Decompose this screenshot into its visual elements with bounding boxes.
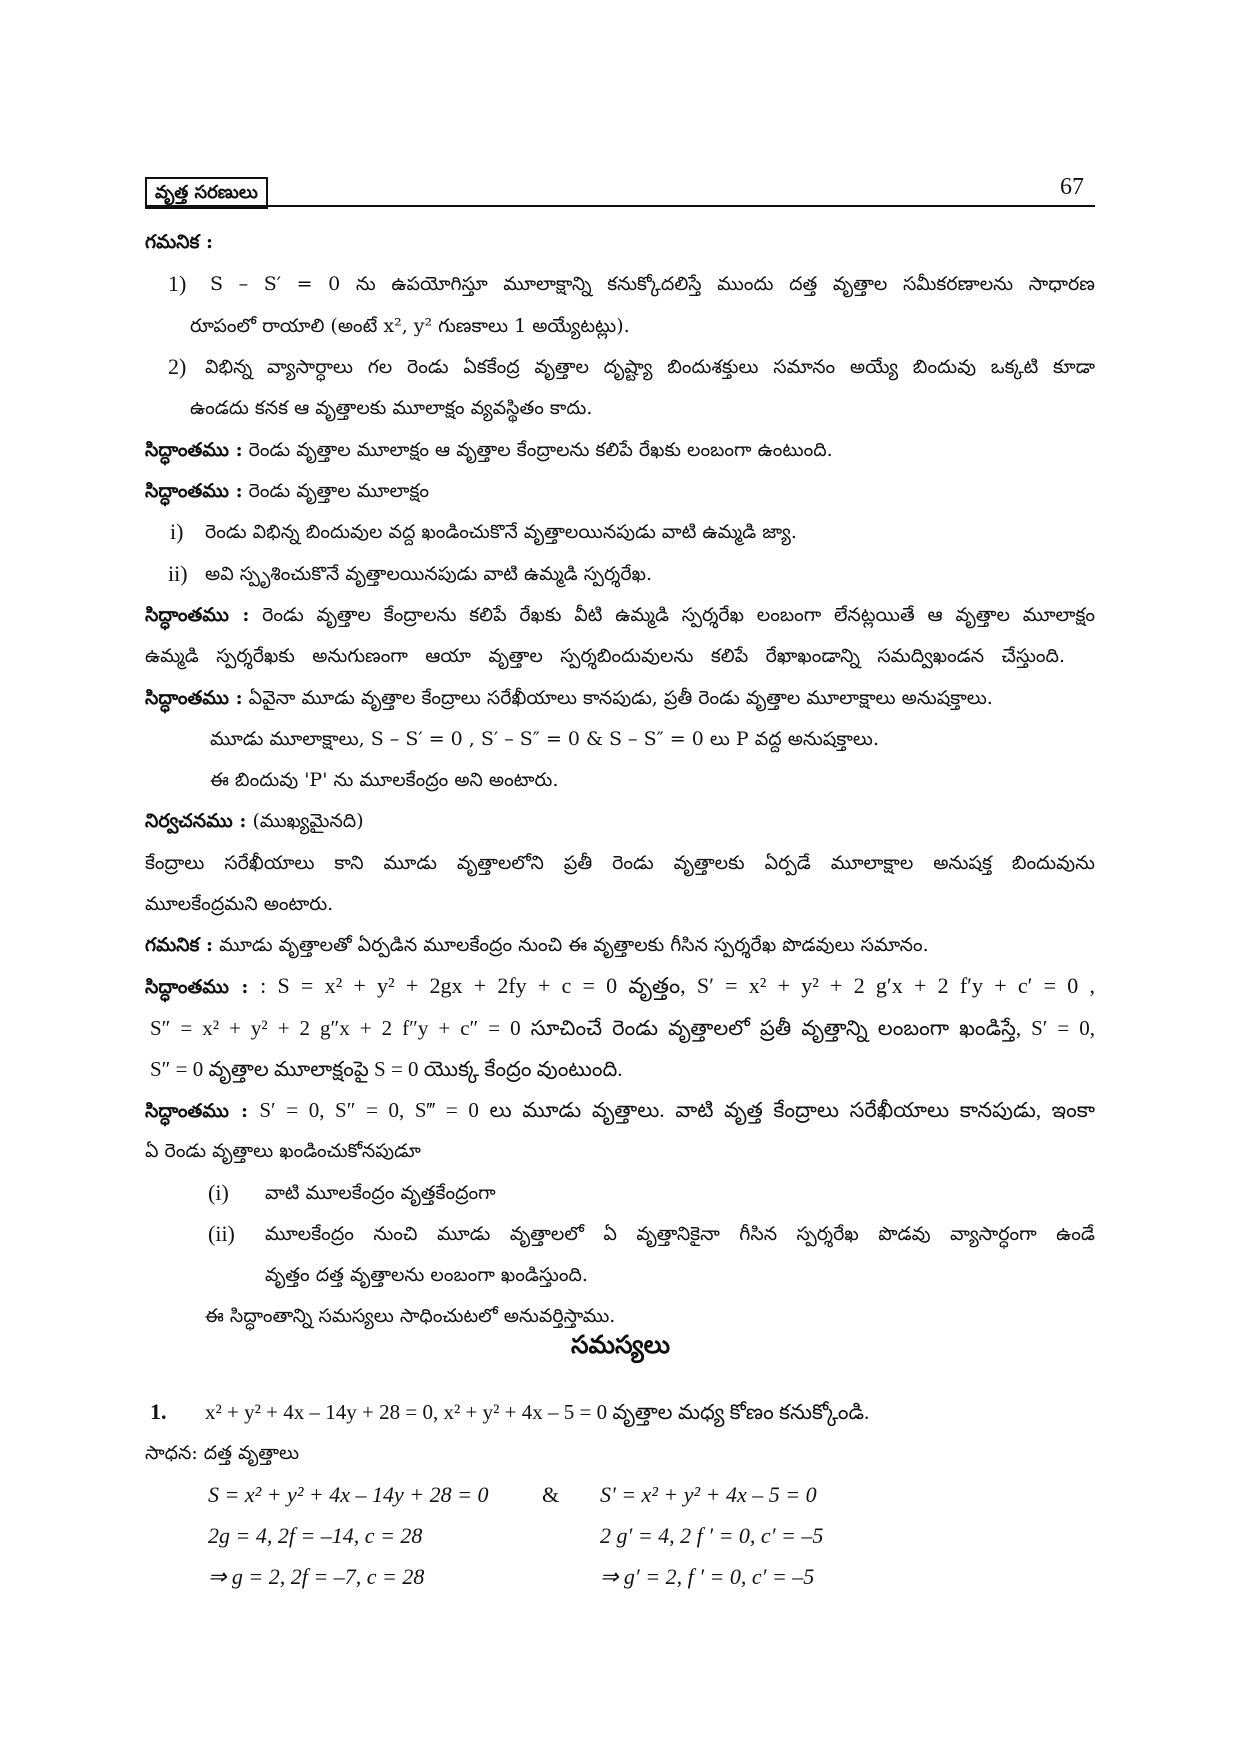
theorem6-line2: ఏ రెండు వృత్తాలు ఖండించుకోనపుడూ	[145, 1140, 421, 1162]
problem1-number: 1.	[150, 1399, 167, 1424]
page-number: 67	[1060, 174, 1084, 200]
theorem5-eq1: : S = x² + y² + 2gx + 2fy + c = 0 వృత్తం, S′ = x² + y² + 2 g′x + 2 f′y + c′ = 0 ,	[260, 973, 1096, 998]
note2-text: మూడు వృత్తాలతో ఏర్పడిన మూలకేంద్రం నుంచి ఈ వృత్తాలకు గీసిన స్పర్శరేఖ పొడవులు సమానం.	[219, 934, 929, 956]
solution-text: దత్త వృత్తాలు	[203, 1442, 300, 1464]
solution-ampersand: &	[542, 1482, 560, 1507]
theorem3-line2: ఉమ్మడి స్పర్శరేఖకు అనుగుణంగా ఆయా వృత్తాల స్పర్శబిందువులను కలిపే రేఖాఖండాన్ని సమద్విఖండన చేస్తుంది.	[145, 645, 1065, 667]
note1-item1-number: 1)	[168, 271, 187, 296]
theorem1-text: రెండు వృత్తాల మూలాక్షం ఆ వృత్తాల కేంద్రాలను కలిపే రేఖకు లంబంగా ఉంటుంది.	[248, 439, 833, 461]
theorem6-label: సిద్ధాంతము :	[145, 1100, 248, 1122]
note1-item1-line1: S – S′ = 0 ను ఉపయోగిస్తూ మూలాక్షాన్ని కనుక్కోదలిస్తే ముందు దత్త వృత్తాల సమీకరణాలను సాధారణ	[210, 273, 1095, 295]
theorem4-line1	[145, 684, 993, 712]
definition-label: నిర్వచనము :	[145, 810, 247, 832]
solution-right-eq3: ⇒ g′ = 2, f ′ = 0, c′ = –5	[600, 1564, 815, 1589]
chapter-header: వృత్త సరణులు	[145, 177, 268, 209]
theorem5-line2: S″ = x² + y² + 2 g″x + 2 f″y + c″ = 0 సూచించే రెండు వృత్తాలలో ప్రతీ వృత్తాన్ని లంబంగా ఖండిస్తే, S′ = 0,	[150, 1016, 1095, 1040]
problems-heading: సమస్యలు	[570, 1330, 671, 1359]
theorem1	[145, 436, 833, 464]
theorem5-line3: S″ = 0 వృత్తాల మూలాక్షంపై S = 0 యొక్క కేంద్రం వుంటుంది.	[150, 1057, 623, 1081]
theorem2-i-text: రెండు విభిన్న బిందువుల వద్ద ఖండించుకొనే వృత్తాలయినపుడు వాటి ఉమ్మడి జ్యా.	[205, 521, 797, 543]
theorem2	[145, 477, 429, 505]
theorem2-i-number: i)	[170, 519, 184, 544]
solution-right-eq1: S' = x² + y² + 4x – 5 = 0	[600, 1482, 817, 1507]
theorem6-i-text: వాటి మూలకేంద్రం వృత్తకేంద్రంగా	[265, 1182, 496, 1204]
problem1-text: x² + y² + 4x – 14y + 28 = 0, x² + y² + 4x – 5 = 0 వృత్తాల మధ్య కోణం కనుక్కోండి.	[205, 1400, 870, 1424]
note1-item1-line2: రూపంలో రాయాలి (అంటే x², y² గుణకాలు 1 అయ్యేటట్లు).	[190, 315, 630, 337]
solution-right-eq2: 2 g′ = 4, 2 f ′ = 0, c′ = –5	[600, 1523, 824, 1548]
theorem6-text: S′ = 0, S″ = 0, S‴ = 0 లు మూడు వృత్తాలు. వాటి వృత్త కేంద్రాలు సరేఖీయాలు కానపుడు, ఇంకా	[259, 1098, 1095, 1122]
solution-left-eq3: ⇒ g = 2, 2f = –7, c = 28	[208, 1564, 425, 1589]
note1-title: గమనిక :	[145, 231, 214, 253]
solution-left-eq2: 2g = 4, 2f = –14, c = 28	[208, 1523, 423, 1548]
note1-item2-line1: విభిన్న వ్యాసార్ధాలు గల రెండు ఏకకేంద్ర వృత్తాల దృష్ట్యా బిందుశక్తులు సమానం అయ్యే బిందువు ఒక్కటి కూడా	[205, 356, 1095, 378]
theorem4-line3: ఈ బిందువు 'P' ను మూలకేంద్రం అని అంటారు.	[210, 769, 559, 791]
note2-label: గమనిక :	[145, 934, 214, 956]
theorem3-text: రెండు వృత్తాల కేంద్రాలను కలిపే రేఖకు వీటి ఉమ్మడి స్పర్శరేఖ లంబంగా లేనట్లయితే ఆ వృత్తాల మూలాక్షం	[262, 604, 1095, 626]
note2	[145, 931, 929, 959]
theorem4-text: ఏవైనా మూడు వృత్తాల కేంద్రాలు సరేఖీయాలు కానపుడు, ప్రతీ రెండు వృత్తాల మూలాక్షాలు అనుషక్తాలు.	[248, 687, 993, 709]
theorem5-label: సిద్ధాంతము :	[145, 976, 249, 998]
theorem6-i-number: (i)	[208, 1180, 229, 1205]
theorem1-label: సిద్ధాంతము :	[145, 439, 243, 461]
theorem4-line2: మూడు మూలాక్షాలు, S – S′ = 0 , S′ – S″ = 0 & S – S″ = 0 లు P వద్ద అనుషక్తాలు.	[210, 728, 879, 750]
solution-label: సాధన:	[145, 1442, 198, 1464]
note1-item2-number: 2)	[168, 354, 187, 379]
definition-heading	[145, 807, 364, 835]
theorem6-ii-line1: మూలకేంద్రం నుంచి మూడు వృత్తాలలో ఏ వృత్తానికైనా గీసిన స్పర్శరేఖ పొడవు వ్యాసార్ధంగా ఉండే	[265, 1223, 1095, 1245]
note1-item2-line2: ఉండదు కనక ఆ వృత్తాలకు మూలాక్షం వ్యవస్థితం కాదు.	[190, 397, 593, 419]
definition-line2: మూలకేంద్రమని అంటారు.	[145, 893, 334, 915]
header-rule	[145, 205, 1095, 207]
theorem2-ii-number: ii)	[168, 561, 188, 586]
theorem6-ii-number: (ii)	[208, 1221, 235, 1246]
theorem3-line1	[145, 601, 1095, 629]
theorem2-text: రెండు వృత్తాల మూలాక్షం	[248, 480, 429, 502]
theorem3-label: సిద్ధాంతము :	[145, 604, 250, 626]
definition-line1: కేంద్రాలు సరేఖీయాలు కాని మూడు వృత్తాలలోని ప్రతీ రెండు వృత్తాలకు ఏర్పడే మూలాక్షాల అనుషక్త బిందువును	[145, 852, 1095, 874]
theorem2-label: సిద్ధాంతము :	[145, 480, 243, 502]
definition-note: (ముఖ్యమైనది)	[252, 810, 364, 832]
solution-heading	[145, 1439, 299, 1467]
theorem6-closing: ఈ సిద్ధాంతాన్ని సమస్యలు సాధించుటలో అనువర్తిస్తాము.	[205, 1305, 616, 1327]
theorem6-line1	[145, 1096, 1095, 1125]
theorem4-label: సిద్ధాంతము :	[145, 687, 243, 709]
theorem5-line1	[145, 972, 1095, 1001]
theorem2-ii-text: అవి స్పృశించుకొనే వృత్తాలయినపుడు వాటి ఉమ్మడి స్పర్శరేఖ.	[205, 563, 652, 585]
solution-left-eq1: S = x² + y² + 4x – 14y + 28 = 0	[208, 1482, 489, 1507]
theorem6-ii-line2: వృత్తం దత్త వృత్తాలను లంబంగా ఖండిస్తుంది.	[265, 1264, 588, 1286]
